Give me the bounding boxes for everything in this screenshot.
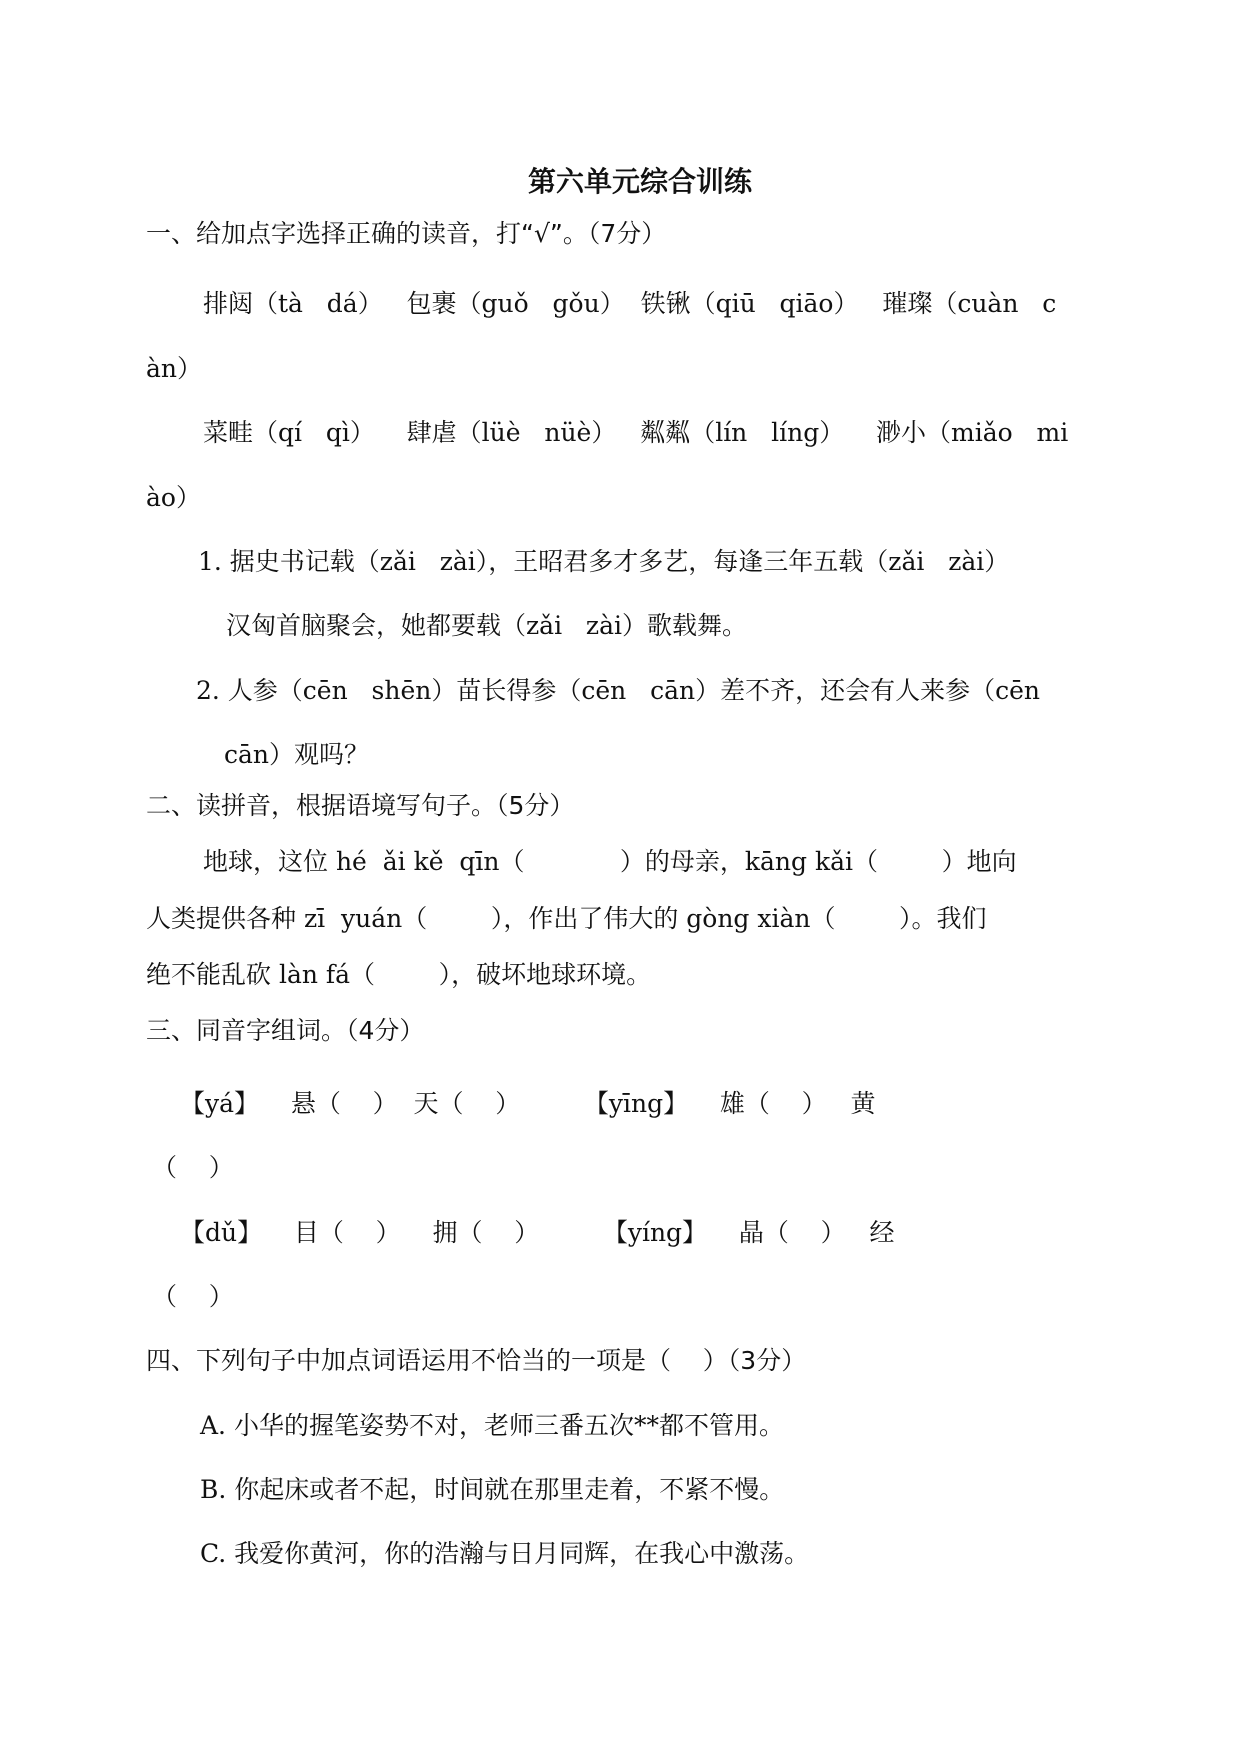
homophone-row-2: 【dǔ】 目（ ） 拥（ ） 【yíng】 晶（ ） 经 [180, 1218, 895, 1247]
option-a: A. 小华的握笔姿势不对，老师三番五次**都不管用。 [200, 1411, 784, 1440]
option-b: B. 你起床或者不起，时间就在那里走着，不紧不慢。 [200, 1475, 785, 1504]
section-2-line-2: 人类提供各种 zī yuán（ ），作出了伟大的 gòng xiàn（ ）。我们 [146, 904, 987, 933]
option-c: C. 我爱你黄河，你的浩瀚与日月同辉，在我心中激荡。 [200, 1539, 810, 1568]
pinyin-row-1: 排闼（tà dá） 包裹（guǒ gǒu） 铁锹（qiū qiāo） 璀璨（cuàn c [203, 289, 1057, 318]
section-2-heading: 二、读拼音，根据语境写句子。（5分） [146, 791, 575, 820]
homophone-row-1: 【yá】 悬（ ） 天（ ） 【yīng】 雄（ ） 黄 [180, 1089, 876, 1118]
question-2-line-2: cān）观吗？ [224, 740, 370, 769]
page-title: 第六单元综合训练 [528, 165, 753, 198]
section-2-line-3: 绝不能乱砍 làn fá（ ），破坏地球环境。 [146, 960, 652, 989]
question-1-line-1: 1. 据史书记载（zǎi zài），王昭君多才多艺，每逢三年五载（zǎi zài） [198, 547, 1010, 576]
pinyin-row-2: 菜畦（qí qì） 肆虐（lüè nüè） 粼粼（lín líng） 渺小（miǎo mi [203, 418, 1069, 447]
section-2-line-1: 地球，这位 hé ǎi kě qīn（ ）的母亲，kāng kǎi（ ）地向 [203, 847, 1017, 876]
section-3-heading: 三、同音字组词。（4分） [146, 1016, 425, 1045]
section-4-heading: 四、下列句子中加点词语运用不恰当的一项是（ ）（3分） [146, 1346, 807, 1375]
section-1-heading: 一、给加点字选择正确的读音，打“√”。（7分） [146, 219, 667, 248]
homophone-row-1-wrap: （ ） [152, 1153, 234, 1182]
pinyin-row-1-wrap: àn） [146, 354, 203, 383]
pinyin-row-2-wrap: ào） [146, 483, 201, 512]
question-2-line-1: 2. 人参（cēn shēn）苗长得参（cēn cān）差不齐，还会有人来参（cēn [196, 676, 1041, 705]
homophone-row-2-wrap: （ ） [152, 1282, 234, 1311]
question-1-line-2: 汉匈首脑聚会，她都要载（zǎi zài）歌载舞。 [226, 611, 747, 640]
